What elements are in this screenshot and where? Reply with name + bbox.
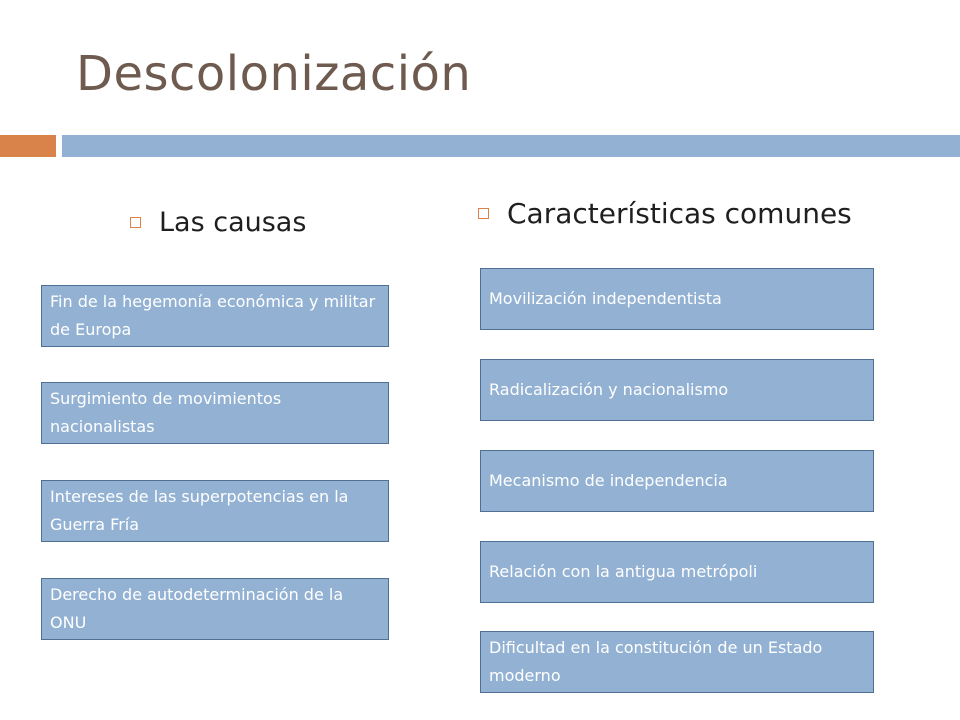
cause-box-1 bbox=[41, 285, 389, 347]
cause-box-text: Fin de la hegemonía económica y militar de Europa bbox=[50, 292, 376, 339]
heading-characteristics-label: Características comunes bbox=[507, 196, 852, 230]
characteristic-box-2 bbox=[480, 359, 874, 421]
characteristic-box-text: Movilización independentista bbox=[489, 289, 722, 308]
cause-box-text: Intereses de las superpotencias en la Guerra Fría bbox=[50, 487, 349, 534]
characteristic-box-4 bbox=[480, 541, 874, 603]
heading-causes bbox=[130, 202, 306, 242]
characteristic-box-3 bbox=[480, 450, 874, 512]
heading-characteristics bbox=[478, 193, 852, 233]
cause-box-2 bbox=[41, 382, 389, 444]
characteristic-box-text: Relación con la antigua metrópoli bbox=[489, 562, 758, 581]
characteristic-box-1 bbox=[480, 268, 874, 330]
title-underline-bar bbox=[62, 135, 960, 157]
characteristic-box-text: Dificultad en la constitución de un Estado moderno bbox=[489, 638, 823, 685]
characteristic-box-text: Mecanismo de independencia bbox=[489, 471, 728, 490]
square-bullet-icon bbox=[130, 217, 141, 228]
cause-box-3 bbox=[41, 480, 389, 542]
slide-title: Descolonización bbox=[76, 46, 472, 102]
accent-bar bbox=[0, 135, 56, 157]
cause-box-text: Derecho de autodeterminación de la ONU bbox=[50, 585, 344, 632]
characteristic-box-text: Radicalización y nacionalismo bbox=[489, 380, 729, 399]
heading-causes-label: Las causas bbox=[159, 206, 307, 238]
cause-box-text: Surgimiento de movimientos nacionalistas bbox=[50, 389, 282, 436]
cause-box-4 bbox=[41, 578, 389, 640]
square-bullet-icon bbox=[478, 208, 489, 219]
characteristic-box-5 bbox=[480, 631, 874, 693]
